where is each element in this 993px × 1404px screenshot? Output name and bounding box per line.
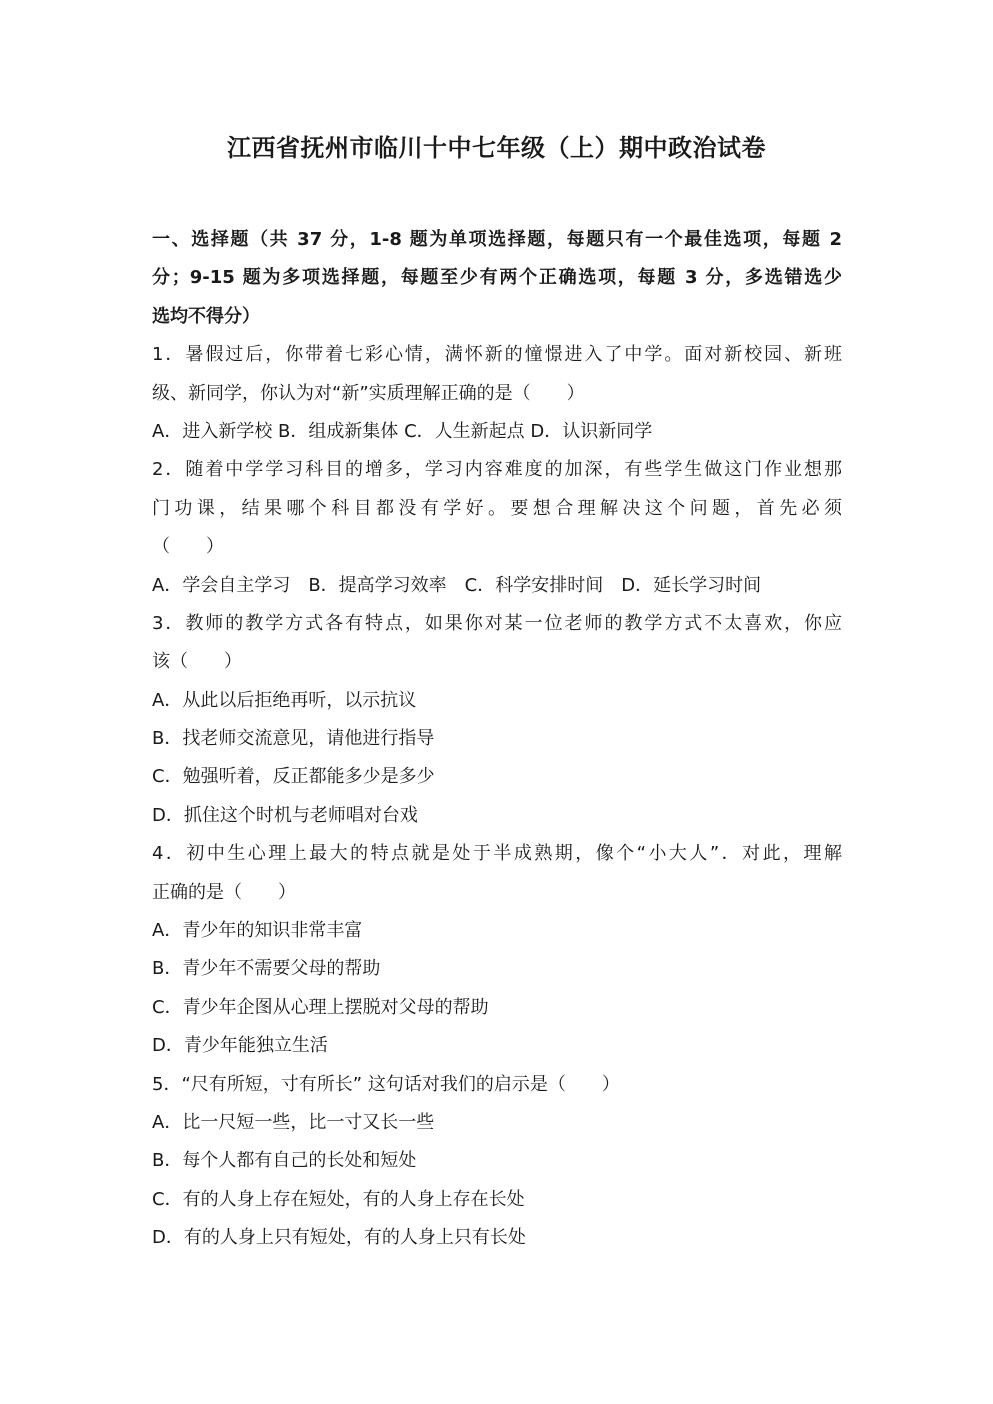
question-stem-line: 正确的是（ ） <box>152 881 296 903</box>
question-3 <box>152 605 842 835</box>
section-header-line: 分；9-15 题为多项选择题，每题至少有两个正确选项，每题 3 分，多选错选少 <box>152 267 842 289</box>
section-header <box>152 221 842 336</box>
question-options: A．进入新学校 B．组成新集体 C．人生新起点 D．认识新同学 <box>152 420 653 442</box>
question-option: D．有的人身上只有短处，有的人身上只有长处 <box>152 1227 526 1249</box>
question-option: A．比一尺短一些，比一寸又长一些 <box>152 1111 435 1133</box>
question-stem-line: 1．暑假过后，你带着七彩心情，满怀新的憧憬进入了中学。面对新校园、新班 <box>152 344 842 366</box>
question-stem-line: 2．随着中学学习科目的增多，学习内容难度的加深，有些学生做这门作业想那 <box>152 459 842 481</box>
question-stem-line: 4．初中生心理上最大的特点就是处于半成熟期，像个“小大人”．对此，理解 <box>152 843 842 865</box>
question-stem-line: 门功课，结果哪个科目都没有学好。要想合理解决这个问题，首先必须 <box>152 497 842 519</box>
question-option: A．从此以后拒绝再听，以示抗议 <box>152 689 417 711</box>
question-2 <box>152 451 842 605</box>
question-1 <box>152 336 842 451</box>
question-option: B．每个人都有自己的长处和短处 <box>152 1150 417 1172</box>
question-option: A．青少年的知识非常丰富 <box>152 920 363 942</box>
question-option: D．抓住这个时机与老师唱对台戏 <box>152 804 418 826</box>
exam-content <box>152 221 842 1258</box>
question-options: A．学会自主学习 B．提高学习效率 C．科学安排时间 D．延长学习时间 <box>152 574 762 596</box>
question-stem-line: 3．教师的教学方式各有特点，如果你对某一位老师的教学方式不太喜欢，你应 <box>152 612 842 634</box>
section-header-line: 选均不得分） <box>152 305 260 327</box>
question-stem-line: 5．“尺有所短，寸有所长” 这句话对我们的启示是（ ） <box>152 1073 620 1095</box>
question-option: B．青少年不需要父母的帮助 <box>152 958 381 980</box>
question-option: C．青少年企图从心理上摆脱对父母的帮助 <box>152 996 489 1018</box>
page-title: 江西省抚州市临川十中七年级（上）期中政治试卷 <box>227 134 766 162</box>
question-option: C．有的人身上存在短处，有的人身上存在长处 <box>152 1188 525 1210</box>
question-option: B．找老师交流意见，请他进行指导 <box>152 728 435 750</box>
question-5 <box>152 1066 842 1258</box>
question-stem-line: 该（ ） <box>152 651 242 673</box>
question-option: D．青少年能独立生活 <box>152 1035 328 1057</box>
section-header-line: 一、选择题（共 37 分，1-8 题为单项选择题，每题只有一个最佳选项，每题 2 <box>152 229 842 250</box>
question-stem-line: （ ） <box>152 536 224 558</box>
question-4 <box>152 835 842 1065</box>
question-option: C．勉强听着，反正都能多少是多少 <box>152 766 435 788</box>
question-stem-line: 级、新同学，你认为对“新”实质理解正确的是（ ） <box>152 382 585 404</box>
